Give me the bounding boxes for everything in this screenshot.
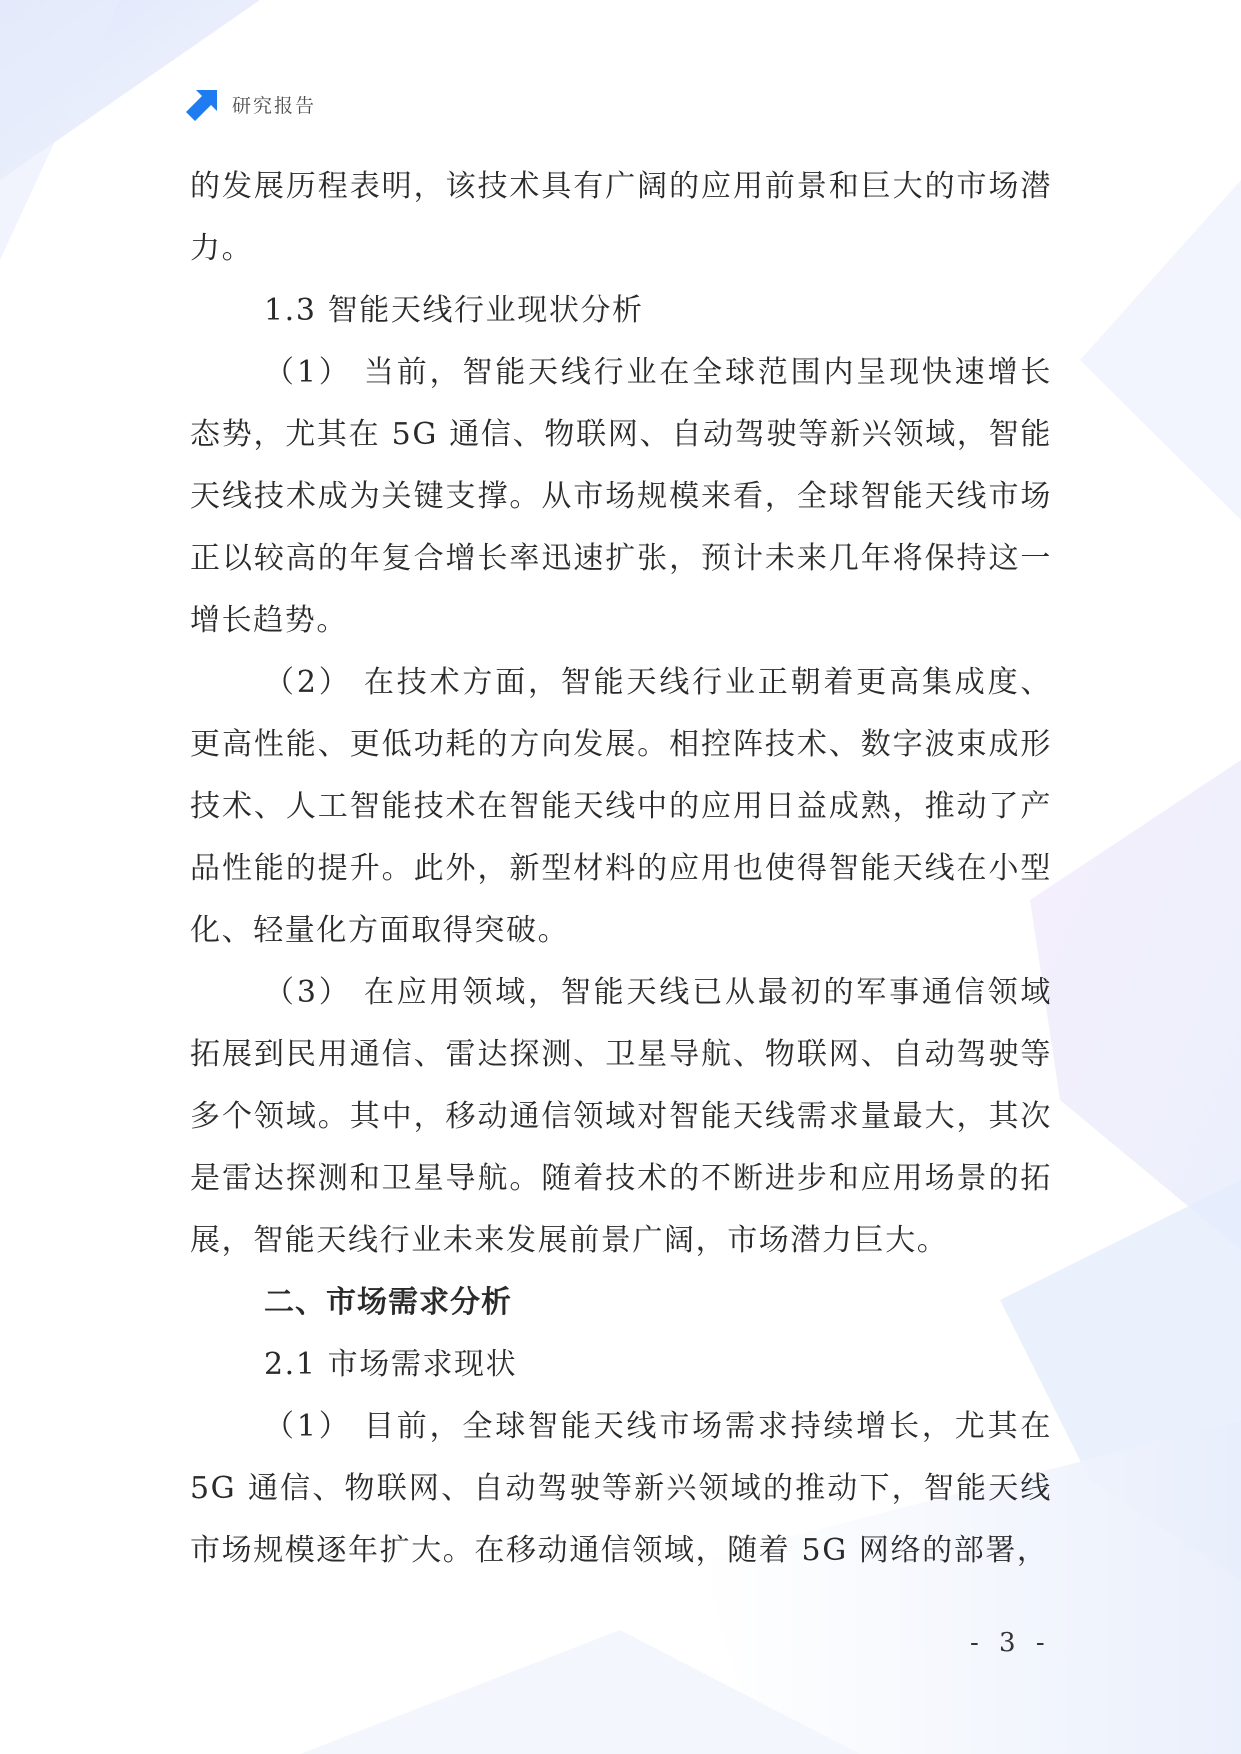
paragraph-3: （3） 在应用领域，智能天线已从最初的军事通信领域拓展到民用通信、雷达探测、卫星导航、物联网、自动驾驶等多个领域。其中，移动通信领域对智能天线需求量最大，其次是雷达探测和卫星导航。随着技术的不断进步和应用场景的拓展，智能天线行业未来发展前景广阔，市场潜力巨大。 xyxy=(190,975,1052,1258)
chapter-heading-2: 二、市场需求分析 xyxy=(264,1285,512,1320)
section-heading-2-1: 2.1 市场需求现状 xyxy=(264,1347,518,1382)
paragraph-4: （1） 目前，全球智能天线市场需求持续增长，尤其在 5G 通信、物联网、自动驾驶等新兴领域的推动下，智能天线市场规模逐年扩大。在移动通信领域，随着 5G 网络的部署， xyxy=(190,1409,1052,1568)
paragraph-1: （1） 当前，智能天线行业在全球范围内呈现快速增长态势，尤其在 5G 通信、物联网、自动驾驶等新兴领域，智能天线技术成为关键支撑。从市场规模来看，全球智能天线市场正以较高的年复合增长率迅速扩张，预计未来几年将保持这一增长趋势。 xyxy=(190,355,1052,638)
paragraph-continuation: 的发展历程表明，该技术具有广阔的应用前景和巨大的市场潜力。 xyxy=(190,169,1052,266)
document-body xyxy=(190,156,1052,1582)
paragraph-2: （2） 在技术方面，智能天线行业正朝着更高集成度、更高性能、更低功耗的方向发展。相控阵技术、数字波束成形技术、人工智能技术在智能天线中的应用日益成熟，推动了产品性能的提升。此外，新型材料的应用也使得智能天线在小型化、轻量化方面取得突破。 xyxy=(190,665,1052,948)
report-header xyxy=(186,86,316,122)
section-heading-1-3: 1.3 智能天线行业现状分析 xyxy=(264,293,644,328)
page-number: - 3 - xyxy=(970,1628,1051,1658)
arrow-up-right-icon xyxy=(186,87,220,121)
header-title: 研究报告 xyxy=(232,94,317,117)
